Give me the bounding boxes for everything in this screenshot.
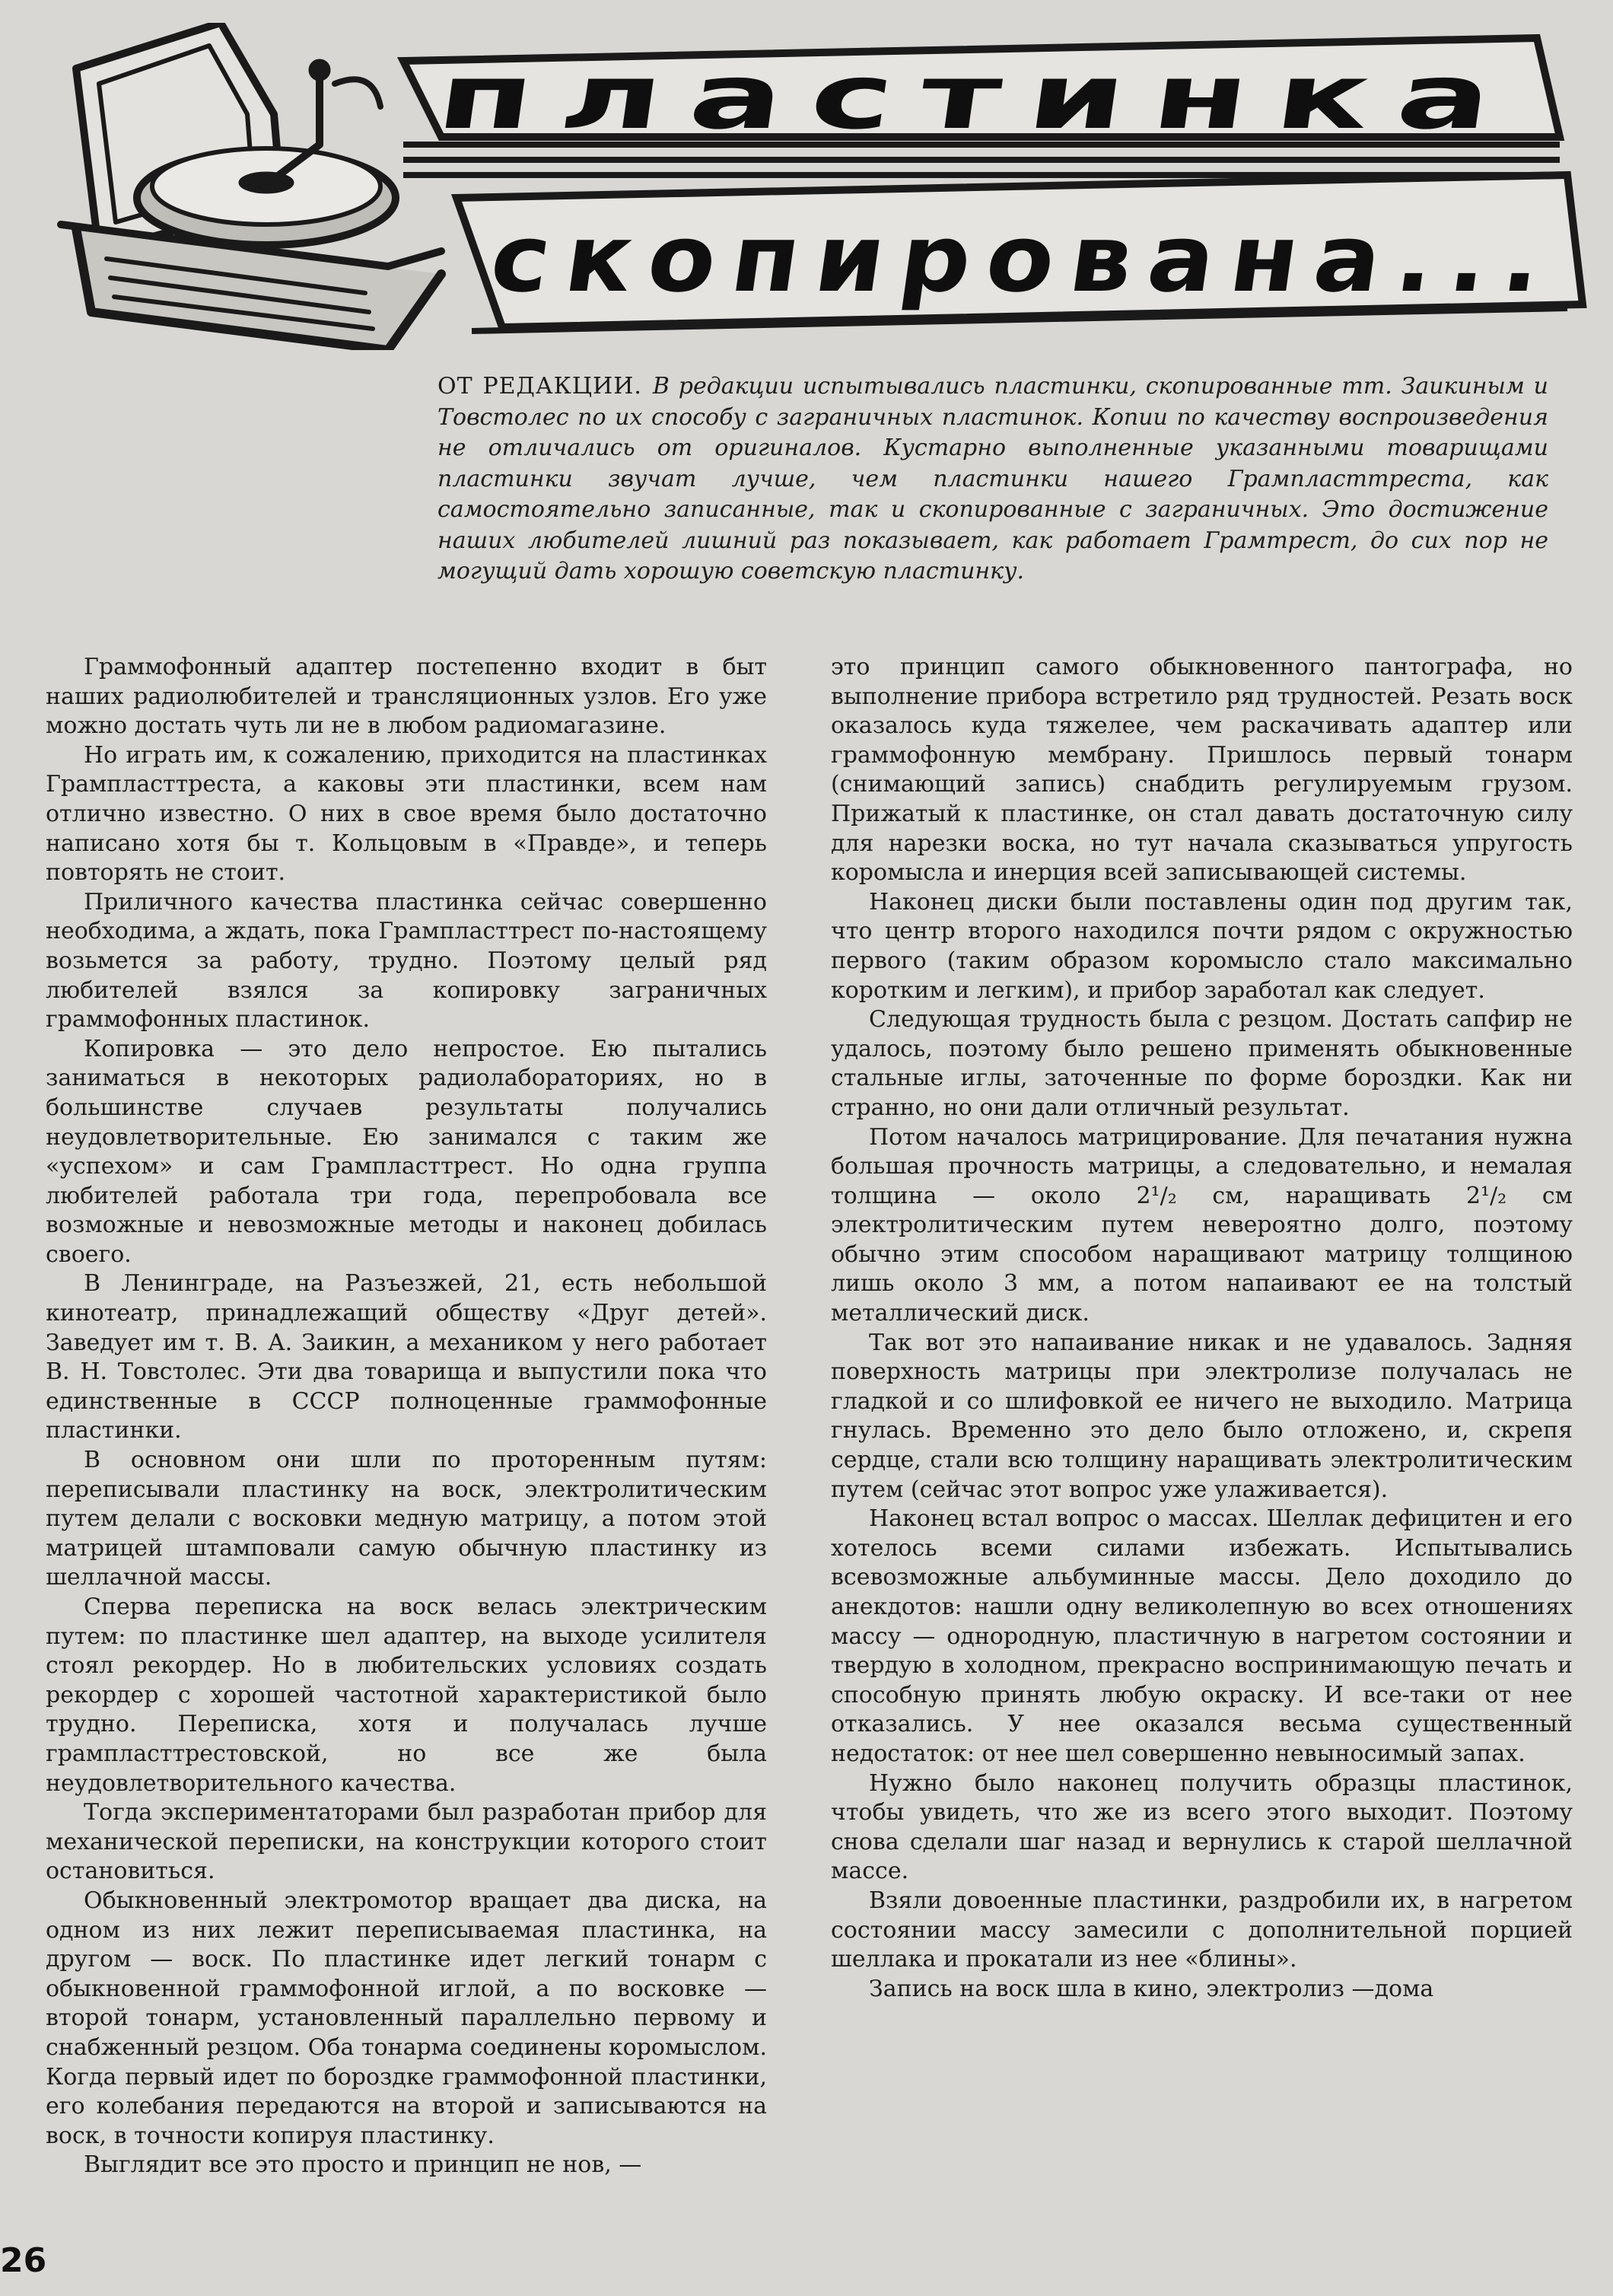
gramophone-icon	[61, 23, 441, 350]
paragraph: Обыкновенный электромотор вращает два диска, на одном из них лежит переписываемая пластинка, на другом — воск. По пластинке идет легкий тонарм с обыкновенной граммофонной иглой, а по восковке — второй тонарм, установленный параллельно первому и снабженный резцом. Оба тонарма соединены коромыслом. Когда первый идет по бороздке граммофонной пластинки, его колебания передаются на второй и записываются на воск, в точности копируя пластинку.	[46, 1887, 767, 2149]
paragraph: Тогда экспериментаторами был разработан прибор для механической переписки, на конструкции которого стоит остановиться.	[46, 1799, 767, 1885]
article-right-column	[831, 653, 1573, 2004]
paragraph: В Ленинграде, на Разъезжей, 21, есть небольшой кинотеатр, принадлежащий обществу «Друг детей». Заведует им т. В. А. Заикин, а механиком у него работает В. Н. Товстолес. Эти два товарища и выпустили пока что единственные в СССР полноценные граммофонные пластинки.	[46, 1270, 767, 1444]
editorial-note	[437, 371, 1548, 588]
article-left-column	[46, 653, 767, 2180]
paragraph: Следующая трудность была с резцом. Достать сапфир не удалось, поэтому было решено применять обыкновенные стальные иглы, заточенные по форме бороздки. Как ни странно, но они дали отличный результат.	[831, 1006, 1573, 1121]
paragraph: это принцип самого обыкновенного пантографа, но выполнение прибора встретило ряд трудностей. Резать воск оказалось куда тяжелее, чем раскачивать адаптер или граммофонную мембрану. Пришлось первый тонарм (снимающий запись) снабдить регулируемым грузом. Прижатый к пластинке, он стал давать достаточную силу для нарезки воска, но тут начала сказываться упругость коромысла и инерция всей записывающей системы.	[831, 654, 1573, 887]
paragraph: Наконец встал вопрос о массах. Шеллак дефицитен и его хотелось всеми силами избежать. Испытывались всевозможные альбуминные массы. Дело доходило до анекдотов: нашли одну великолепную во всех отношениях массу — однородную, пластичную в нагретом состоянии и твердую в холодном, прекрасно воспринимающую печать и способную принять любую окраску. И все-таки от нее отказались. У нее оказался весьма существенный недостаток: от нее шел совершенно невыносимый запах.	[831, 1505, 1573, 1767]
paragraph: Запись на воск шла в кино, электролиз —дома	[869, 1975, 1434, 2002]
page-number: 26	[0, 2241, 47, 2280]
paragraph: Но играть им, к сожалению, приходится на пластинках Грампласттреста, а каковы эти пластинки, всем нам отлично известно. О них в свое время было достаточно написано хотя бы т. Кольцовым в «Правде», и теперь повторять не стоит.	[46, 741, 767, 887]
editorial-lead: ОТ РЕДАКЦИИ.	[437, 373, 642, 400]
paragraph: В основном они шли по проторенным путям: переписывали пластинку на воск, электролитическим путем делали с восковки медную матрицу, а потом этой матрицей штамповали самую обычную пластинку из шеллачной массы.	[46, 1447, 767, 1591]
paragraph: Так вот это напаивание никак и не удавалось. Задняя поверхность матрицы при электролизе получалась не гладкой и со шлифовкой ее ничего не выходило. Матрица гнулась. Временно это дело было отложено, и, скрепя сердце, стали всю толщину наращивать электролитическим путем (сейчас этот вопрос уже улаживается).	[831, 1329, 1573, 1503]
paragraph: Граммофонный адаптер постепенно входит в быт наших радиолюбителей и трансляционных узлов. Его уже можно достать чуть ли не в любом радиомагазине.	[46, 654, 767, 740]
paragraph: Взяли довоенные пластинки, раздробили их, в нагретом состоянии массу замесили с дополнительной порцией шеллака и прокатали из нее «блины».	[831, 1887, 1573, 1973]
paragraph: Приличного качества пластинка сейчас совершенно необходима, а ждать, пока Грампласттрест по-настоящему возьмется за работу, трудно. Поэтому целый ряд любителей взялся за копировку заграничных граммофонных пластинок.	[46, 888, 767, 1033]
title-banner	[403, 38, 1583, 331]
headline-line1: пластинка	[431, 44, 1150, 149]
paragraph: Потом началось матрицирование. Для печатания нужна большая прочность матрицы, а следовательно, и немалая толщина — около 2¹/₂ см, наращивать 2¹/₂ см электролитическим путем невероятно долго, поэтому обычно этим способом наращивают матрицу толщиною лишь около 3 мм, а потом напаивают ее на толстый металлический диск.	[831, 1123, 1573, 1327]
editorial-text: В редакции испытывались пластинки, скопированные тт. Заикиным и Товстолес по их способу с заграничных пластинок. Копии по качеству воспроизведения не отличались от оригиналов. Кустарно выполненные указанными товарищами пластинки звучат лучше, чем пластинки нашего Грампласттреста, как самостоятельно записанные, так и скопированные с заграничных. Это достижение наших любителей лишний раз показывает, как работает Грамтрест, до сих пор не могущий дать хорошую советскую пластинку.	[437, 373, 1548, 584]
paragraph: Наконец диски были поставлены один под другим так, что центр второго находился почти рядом с окружностью первого (таким образом коромысло стало максимально коротким и легким), и прибор заработал как следует.	[831, 888, 1573, 1004]
paragraph: Сперва переписка на воск велась электрическим путем: по пластинке шел адаптер, на выходе усилителя стоял рекордер. Но в любительских условиях создать рекордер с хорошей частотной характеристикой было трудно. Переписка, хотя и получалась лучше грампласттрестовской, но все же была неудовлетворительного качества.	[46, 1594, 767, 1797]
paragraph: Нужно было наконец получить образцы пластинок, чтобы увидеть, что же из всего этого выходит. Поэтому снова сделали шаг назад и вернулись к старой шеллачной массе.	[831, 1769, 1573, 1885]
header-illustration	[46, 23, 1590, 350]
paragraph: Выглядит все это просто и принцип не нов, —	[84, 2151, 642, 2179]
paragraph: Копировка — это дело непростое. Ею пытались заниматься в некоторых радиолабораториях, но в большинстве случаев результаты получались неудовлетворительные. Ею занимался с таким же «успехом» и сам Грампласттрест. Но одна группа любителей работала три года, перепробовала все возможные и невозможные методы и наконец добилась своего.	[46, 1035, 767, 1268]
headline-line2: скопирована...	[484, 204, 1508, 313]
